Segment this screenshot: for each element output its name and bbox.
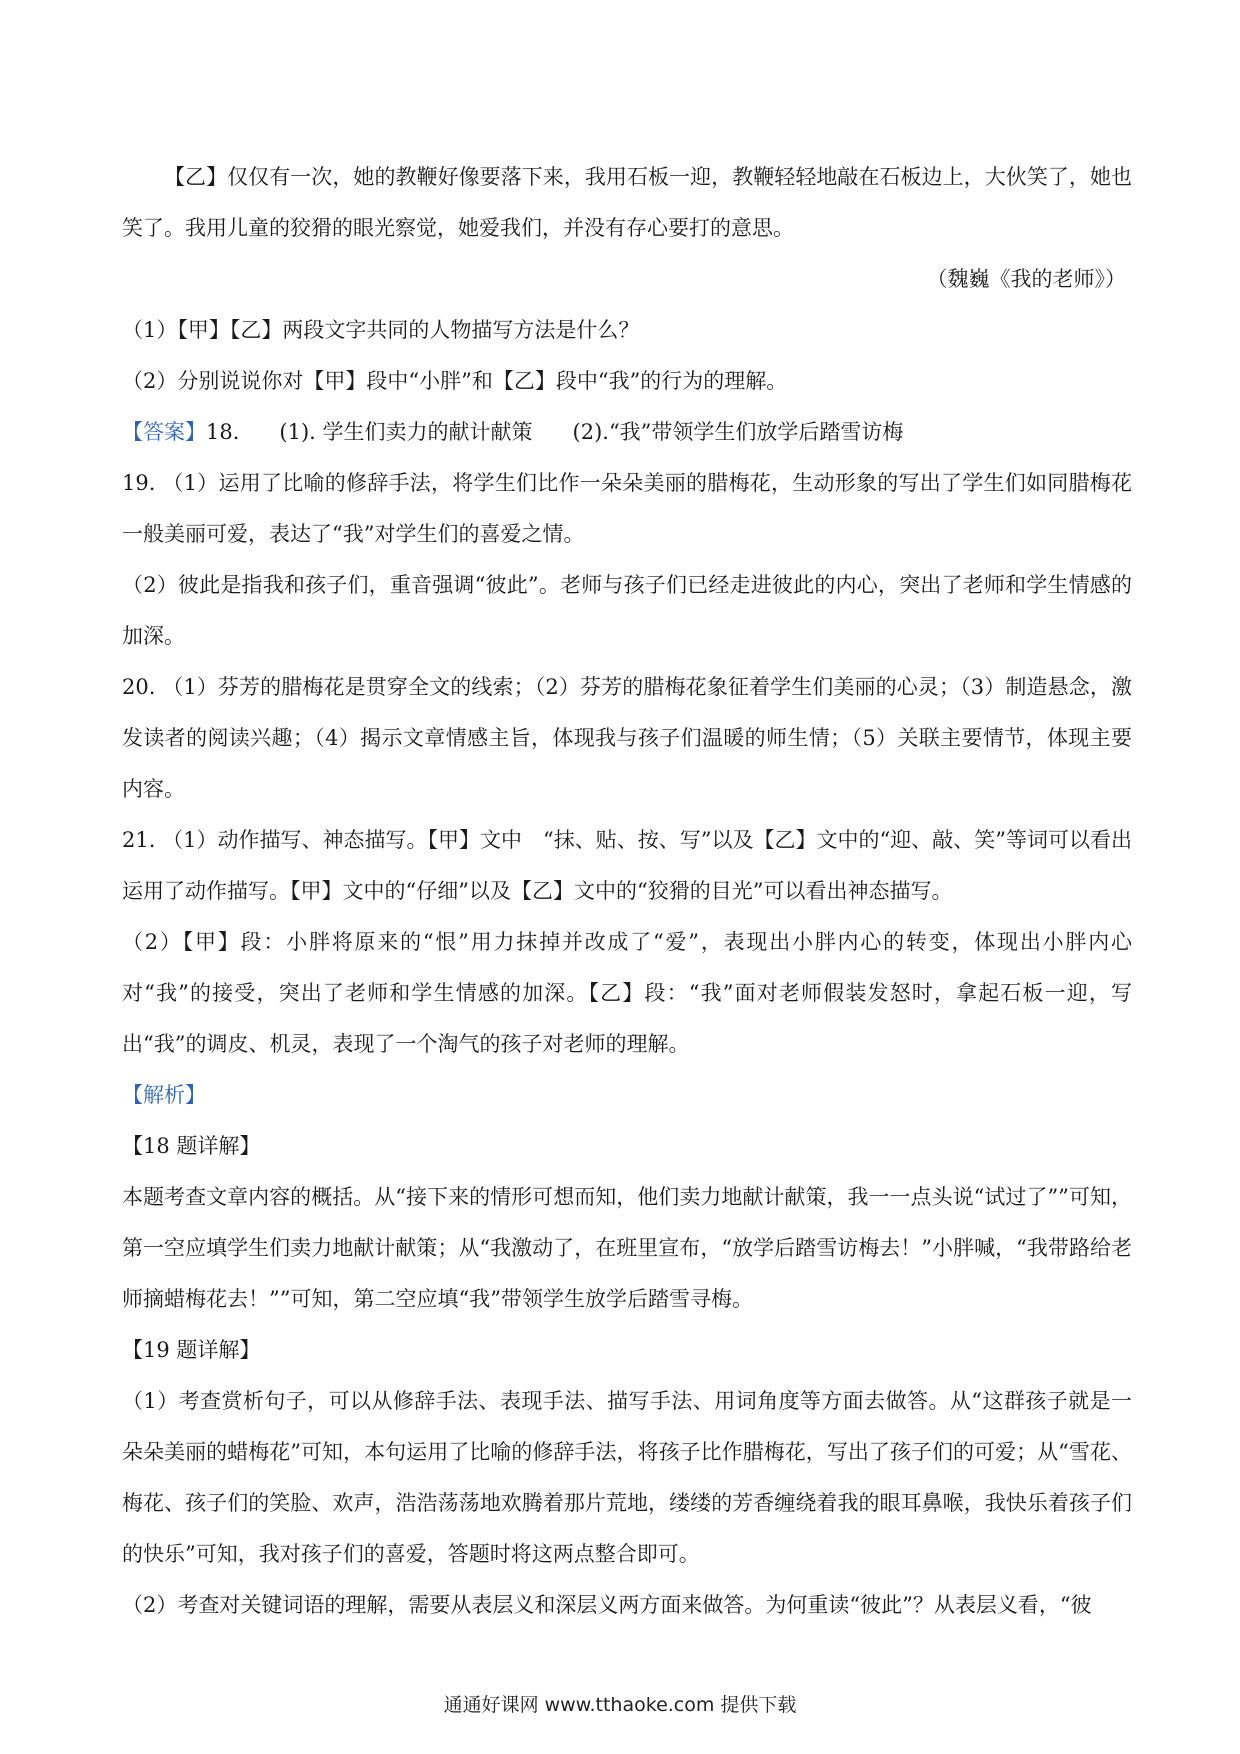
- analysis-19-title: 【19 题详解】: [122, 1338, 261, 1362]
- analysis-label: 【解析】: [122, 1083, 206, 1107]
- analysis-18-text: 本题考查文章内容的概括。从“接下来的情形可想而知，他们卖力地献计献策，我一一点头说“试过了””可知，第一空应填学生们卖力地献计献策；从“我激动了，在班里宣布，“放学后踏雪访梅去！”小胖喊，“我带路给老师摘蜡梅花去！””可知，第二空应填“我”带领学生放学后踏雪寻梅。: [122, 1185, 1132, 1311]
- answer-20: 20. （1）芬芳的腊梅花是贯穿全文的线索；（2）芬芳的腊梅花象征着学生们美丽的心灵；（3）制造悬念，激发读者的阅读兴趣；（4）揭示文章情感主旨，体现我与孩子们温暖的师生情；（5）关联主要情节，体现主要内容。: [122, 675, 1132, 801]
- analysis-19-text-1: （1）考查赏析句子，可以从修辞手法、表现手法、描写手法、用词角度等方面去做答。从“这群孩子就是一朵朵美丽的蜡梅花”可知，本句运用了比喻的修辞手法，将孩子比作腊梅花，写出了孩子们的可爱；从“雪花、梅花、孩子们的笑脸、欢声，浩浩荡荡地欢腾着那片荒地，缕缕的芳香缠绕着我的眼耳鼻喉，我快乐着孩子们的快乐”可知，我对孩子们的喜爱，答题时将这两点整合即可。: [122, 1389, 1132, 1566]
- analysis-18-title: 【18 题详解】: [122, 1134, 261, 1158]
- analysis-19-text-2: （2）考查对关键词语的理解，需要从表层义和深层义两方面来做答。为何重读“彼此”？从表层义看，“彼: [122, 1593, 1092, 1617]
- answer-19-2: （2）彼此是指我和孩子们，重音强调“彼此”。老师与孩子们已经走进彼此的内心，突出了老师和学生情感的加深。: [122, 573, 1132, 648]
- answer-21-1: 21. （1）动作描写、神态描写。【甲】文中 “抹、贴、按、写”以及【乙】文中的“迎、敲、笑”等词可以看出运用了动作描写。【甲】文中的“仔细”以及【乙】文中的“狡猾的目光”可以看出神态描写。: [122, 828, 1132, 903]
- answer-21-2: （2）【甲】段：小胖将原来的“恨”用力抹掉并改成了“爱”，表现出小胖内心的转变，体现出小胖内心对“我”的接受，突出了老师和学生情感的加深。【乙】段：“我”面对老师假装发怒时，拿起石板一迎，写出“我”的调皮、机灵，表现了一个淘气的孩子对老师的理解。: [122, 930, 1132, 1056]
- answer-19-1: 19. （1）运用了比喻的修辞手法，将学生们比作一朵朵美丽的腊梅花，生动形象的写出了学生们如同腊梅花一般美丽可爱，表达了“我”对学生们的喜爱之情。: [122, 471, 1132, 546]
- answer-18: [122, 407, 1132, 458]
- answer-label: 【答案】: [122, 420, 206, 444]
- question-2: （2）分别说说你对【甲】段中“小胖”和【乙】段中“我”的行为的理解。: [122, 369, 788, 393]
- page-footer: 通通好课网 www.tthaoke.com 提供下载: [443, 1694, 797, 1716]
- passage-yi: 【乙】仅仅有一次，她的教鞭好像要落下来，我用石板一迎，教鞭轻轻地敲在石板边上，大伙笑了，她也笑了。我用儿童的狡猾的眼光察觉，她爱我们，并没有存心要打的意思。: [122, 165, 1132, 240]
- answer-18-part2: (2).“我”带领学生们放学后踏雪访梅: [572, 420, 904, 444]
- passage-source: （魏巍《我的老师》）: [926, 267, 1126, 291]
- answer-18-number: 18.: [206, 420, 240, 444]
- page-content: [122, 152, 1132, 1631]
- answer-18-part1: (1). 学生们卖力的献计献策: [279, 420, 533, 444]
- question-1: （1）【甲】【乙】两段文字共同的人物描写方法是什么？: [122, 318, 640, 342]
